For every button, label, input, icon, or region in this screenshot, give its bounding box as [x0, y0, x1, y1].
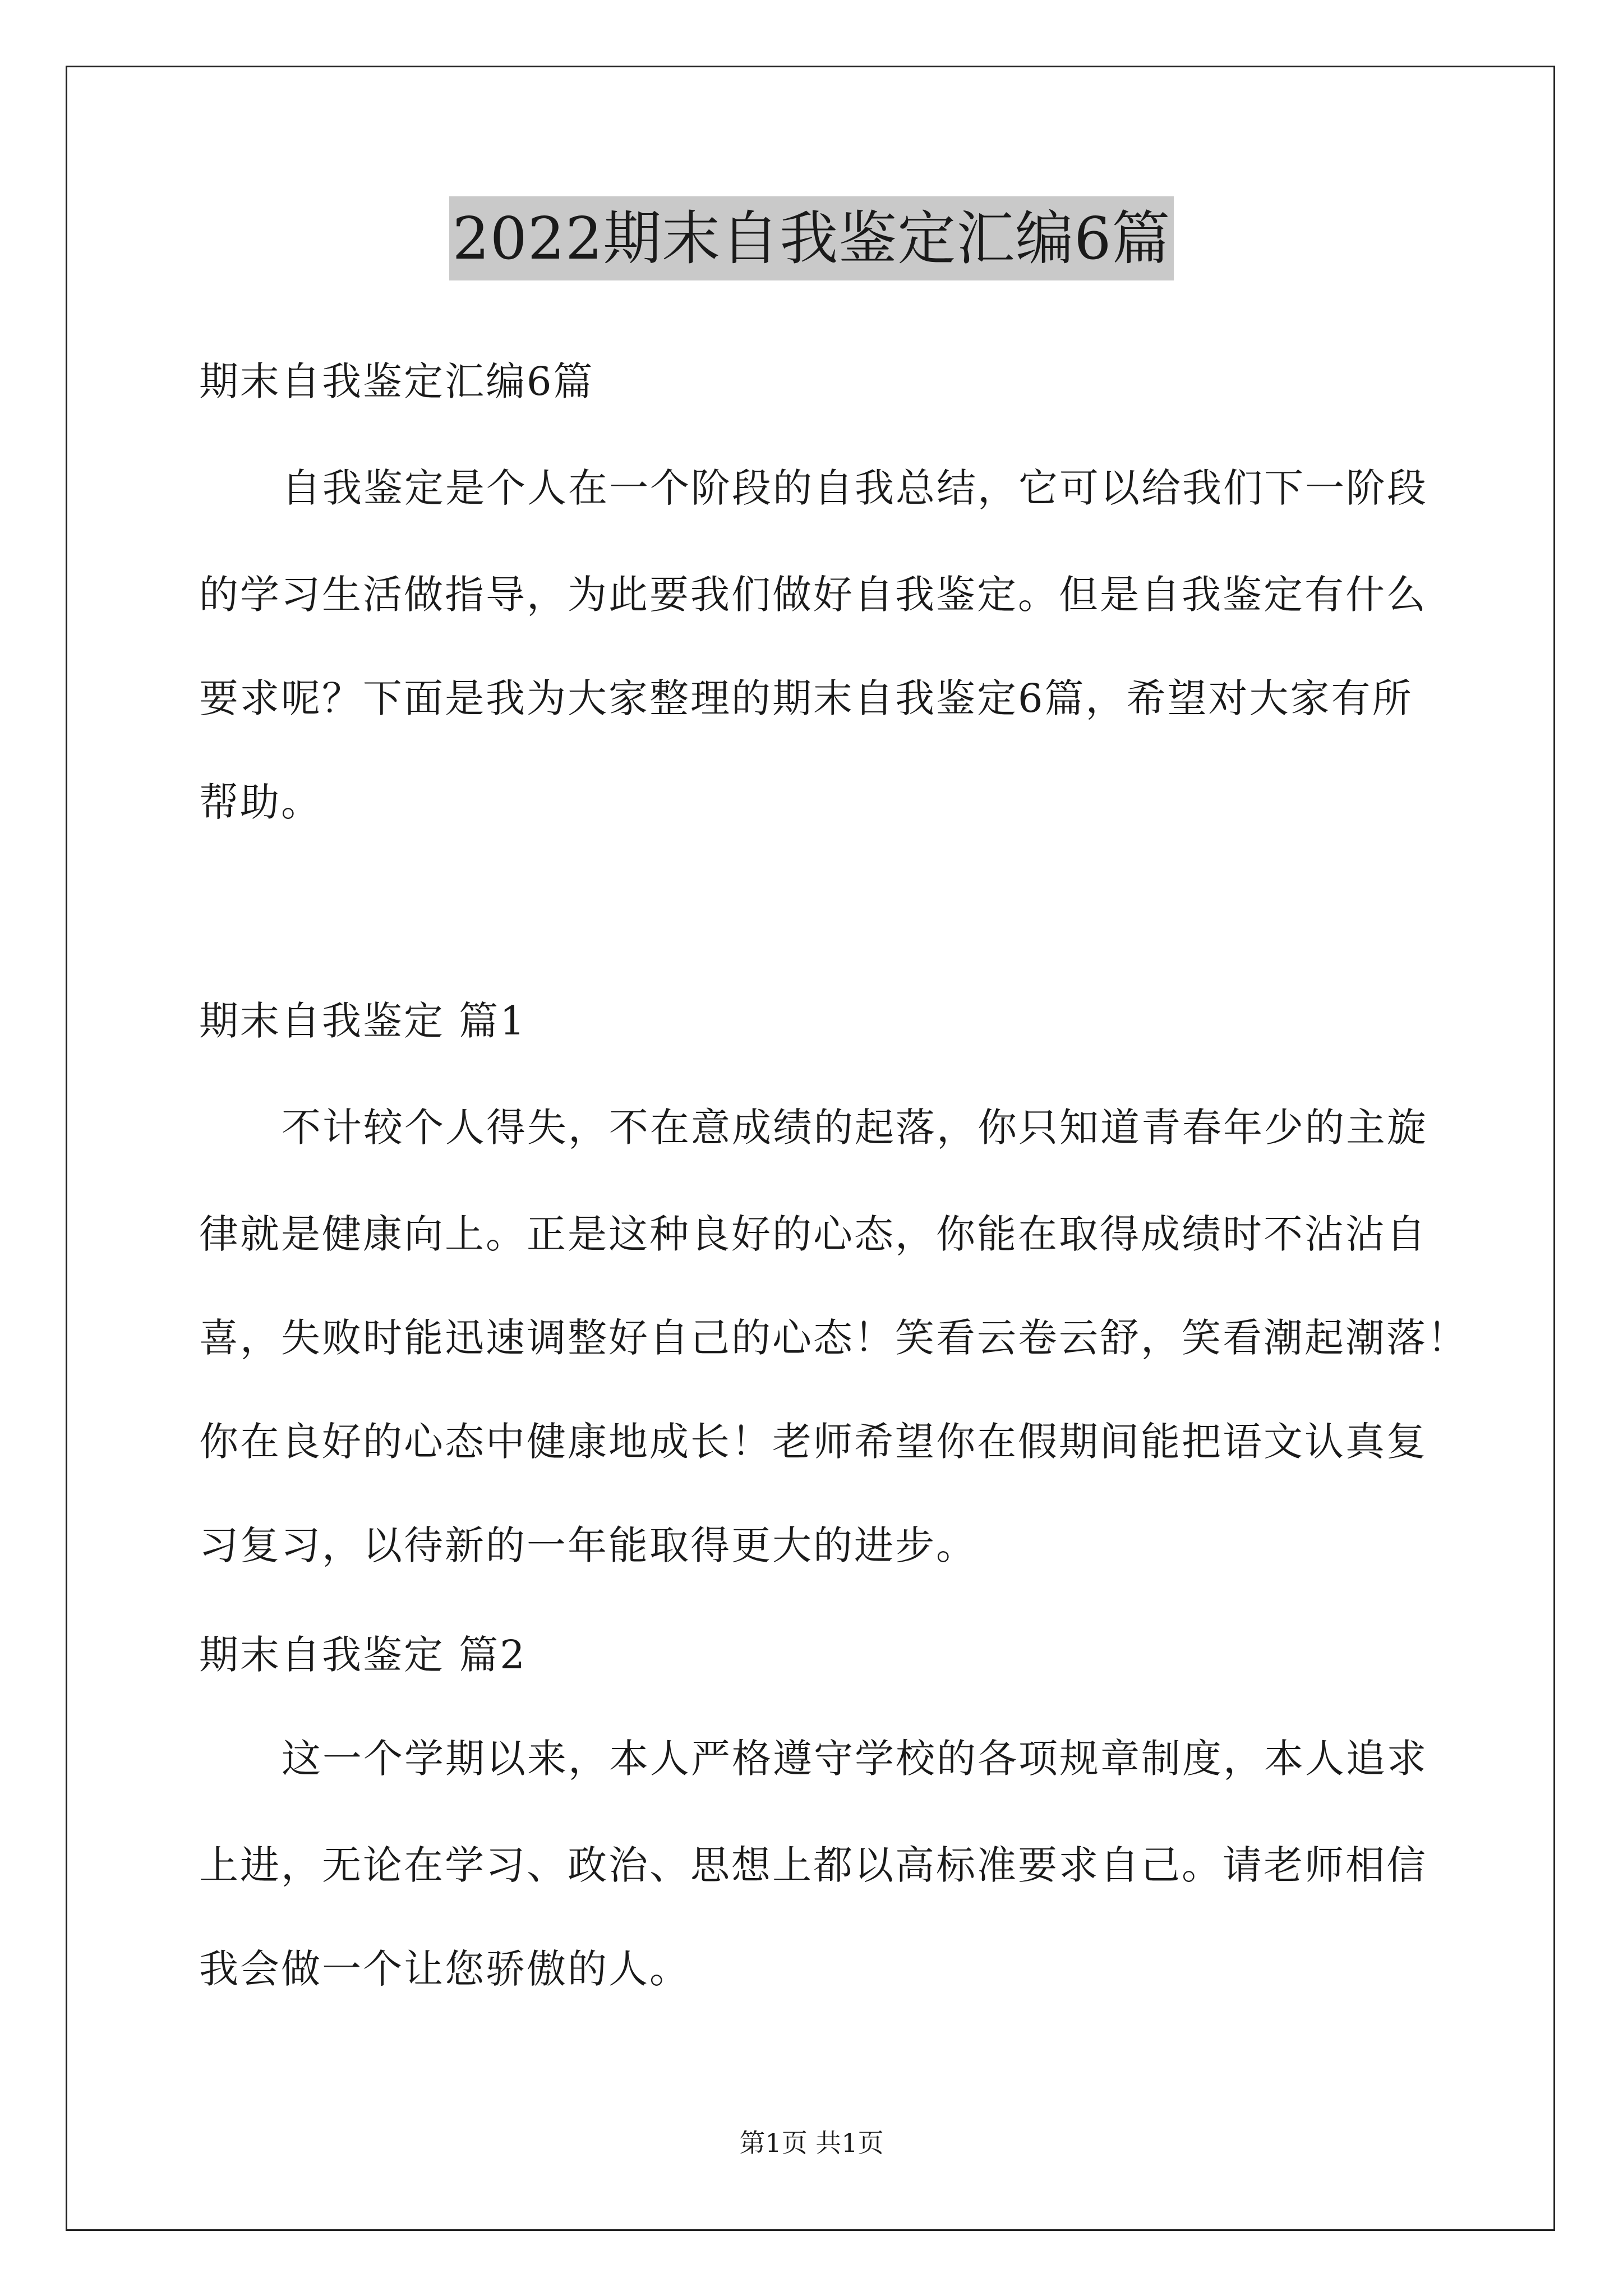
title-container	[0, 196, 1623, 280]
section-1-line: 不计较个人得失，不在意成绩的起落，你只知道青春年少的主旋	[282, 1105, 1428, 1151]
intro-line: 的学习生活做指导，为此要我们做好自我鉴定。但是自我鉴定有什么	[199, 572, 1427, 618]
document-subtitle: 期末自我鉴定汇编6篇	[199, 358, 594, 404]
section-1-line: 你在良好的心态中健康地成长！老师希望你在假期间能把语文认真复	[199, 1419, 1427, 1465]
document-title: 2022期末自我鉴定汇编6篇	[449, 196, 1174, 280]
section-2-line: 上进，无论在学习、政治、思想上都以高标准要求自己。请老师相信	[199, 1842, 1427, 1888]
section-1-line: 习复习，以待新的一年能取得更大的进步。	[199, 1522, 977, 1568]
section-2-line: 这一个学期以来，本人严格遵守学校的各项规章制度，本人追求	[282, 1736, 1428, 1782]
intro-line: 自我鉴定是个人在一个阶段的自我总结，它可以给我们下一阶段	[282, 465, 1428, 511]
section-1-line: 喜，失败时能迅速调整好自己的心态！笑看云卷云舒，笑看潮起潮落！	[199, 1315, 1468, 1361]
section-2-line: 我会做一个让您骄傲的人。	[199, 1946, 690, 1992]
intro-line: 帮助。	[199, 779, 322, 825]
section-1-line: 律就是健康向上。正是这种良好的心态，你能在取得成绩时不沾沾自	[199, 1211, 1427, 1257]
section-heading-1: 期末自我鉴定 篇1	[199, 998, 527, 1044]
page-footer: 第1页 共1页	[739, 2128, 884, 2158]
section-heading-2: 期末自我鉴定 篇2	[199, 1632, 527, 1678]
intro-line: 要求呢？下面是我为大家整理的期末自我鉴定6篇，希望对大家有所	[199, 675, 1413, 721]
